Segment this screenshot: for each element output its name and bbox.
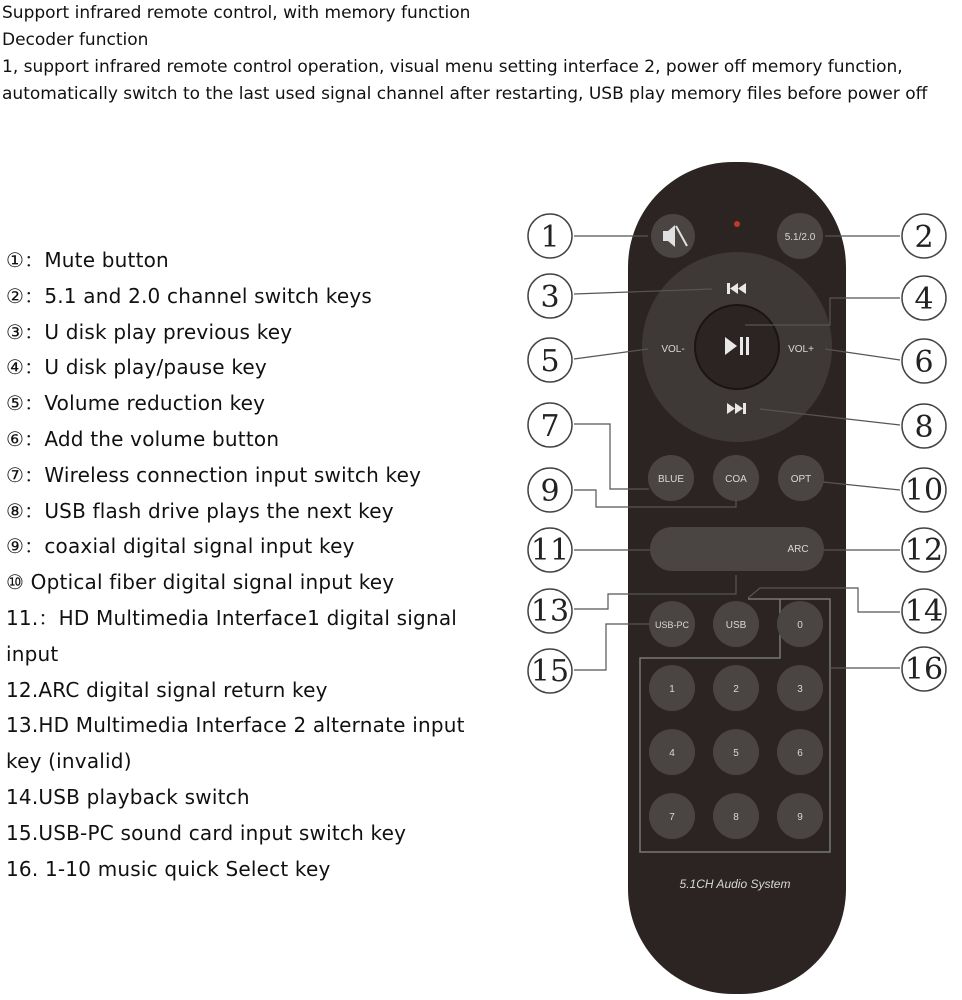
legend-item: ⑧：USB flash drive plays the next key xyxy=(6,498,394,523)
callout-11 xyxy=(528,528,572,572)
callout-4 xyxy=(902,276,946,320)
legend-item: 15.USB-PC sound card input switch key xyxy=(6,820,407,845)
opt-label: OPT xyxy=(790,474,812,485)
callout-number: 12 xyxy=(904,533,944,568)
legend-item: ④：U disk play/pause key xyxy=(6,355,267,380)
ir-indicator-led xyxy=(734,221,740,227)
callout-number: 7 xyxy=(540,409,560,444)
usb-label: USB xyxy=(725,620,747,631)
legend-item: ⑨：coaxial digital signal input key xyxy=(6,534,355,559)
volume-up-label: VOL+ xyxy=(788,344,814,355)
intro-line: automatically switch to the last used signal channel after restarting, USB play memory files before power off xyxy=(2,84,928,104)
legend-item: 13.HD Multimedia Interface 2 alternate input key (invalid) xyxy=(6,713,465,774)
legend-item: 11.：HD Multimedia Interface1 digital signal input xyxy=(6,605,458,666)
callout-13 xyxy=(528,589,572,633)
callout-6 xyxy=(902,339,946,383)
digit-label: 5 xyxy=(733,748,739,759)
callout-7 xyxy=(528,403,572,447)
digit-3-button[interactable] xyxy=(777,665,823,711)
legend-item: 12.ARC digital signal return key xyxy=(6,677,328,702)
digit-label: 7 xyxy=(669,812,675,823)
callout-8 xyxy=(902,404,946,448)
opt-button[interactable] xyxy=(778,455,824,501)
callout-number: 16 xyxy=(904,652,944,687)
blue-button[interactable] xyxy=(648,455,694,501)
usb-pc-label: USB-PC xyxy=(654,620,690,630)
callout-3 xyxy=(528,274,572,318)
callout-14 xyxy=(902,589,946,633)
callout-number: 5 xyxy=(540,344,560,379)
digit-label: 0 xyxy=(797,620,803,631)
digit-label: 8 xyxy=(733,812,739,823)
callout-number: 2 xyxy=(914,220,934,255)
legend-item: 16. 1-10 music quick Select key xyxy=(6,856,331,881)
digit-label: 9 xyxy=(797,812,803,823)
callout-number: 10 xyxy=(904,473,944,508)
legend-item: ①：Mute button xyxy=(6,248,169,272)
digit-label: 6 xyxy=(797,748,803,759)
digit-5-button[interactable] xyxy=(713,729,759,775)
callout-16 xyxy=(902,647,946,691)
callout-2 xyxy=(902,214,946,258)
intro-line: Support infrared remote control, with memory function xyxy=(2,3,471,23)
callout-12 xyxy=(902,528,946,572)
callout-9 xyxy=(528,468,572,512)
callout-10 xyxy=(902,468,946,512)
callout-number: 14 xyxy=(904,594,944,629)
legend-item: ③：U disk play previous key xyxy=(6,319,293,344)
digit-label: 4 xyxy=(669,748,675,759)
digit-label: 2 xyxy=(733,684,739,695)
callout-number: 8 xyxy=(914,410,934,445)
callout-number: 15 xyxy=(530,654,570,689)
callout-number: 1 xyxy=(540,220,560,255)
digit-label: 3 xyxy=(797,684,803,695)
digit-0-button[interactable] xyxy=(777,601,823,647)
legend-item: ⑤：Volume reduction key xyxy=(6,391,266,416)
digit-2-button[interactable] xyxy=(713,665,759,711)
callout-number: 6 xyxy=(914,345,934,380)
legend-item: ⑥：Add the volume button xyxy=(6,426,280,451)
legend-item: 14.USB playback switch xyxy=(6,784,250,809)
digit-7-button[interactable] xyxy=(649,793,695,839)
next-track-button[interactable] xyxy=(712,396,762,422)
brand-label: 5.1CH Audio System xyxy=(679,877,791,891)
callout-15 xyxy=(528,649,572,693)
blue-label: BLUE xyxy=(657,474,685,485)
callout-1 xyxy=(528,214,572,258)
mute-button[interactable] xyxy=(651,214,695,258)
digit-label: 1 xyxy=(669,684,675,695)
digit-9-button[interactable] xyxy=(777,793,823,839)
digit-4-button[interactable] xyxy=(649,729,695,775)
digit-8-button[interactable] xyxy=(713,793,759,839)
channel-switch-button[interactable] xyxy=(777,213,823,259)
arc-label: ARC xyxy=(787,544,809,555)
volume-down-label: VOL- xyxy=(661,344,685,355)
channel-switch-label: 5.1/2.0 xyxy=(784,232,816,243)
intro-line: Decoder function xyxy=(2,30,149,50)
usb-button[interactable] xyxy=(713,601,759,647)
callout-5 xyxy=(528,338,572,382)
callout-number: 3 xyxy=(540,280,560,315)
volume-up-button[interactable] xyxy=(788,344,814,355)
arc-button[interactable] xyxy=(650,527,824,571)
usb-pc-button[interactable] xyxy=(649,601,695,647)
digit-6-button[interactable] xyxy=(777,729,823,775)
digit-1-button[interactable] xyxy=(649,665,695,711)
callout-number: 13 xyxy=(530,594,570,629)
callout-number: 11 xyxy=(530,533,570,568)
callout-number: 9 xyxy=(540,474,560,509)
play-pause-button[interactable] xyxy=(695,305,779,389)
callout-number: 4 xyxy=(914,282,934,317)
coa-button[interactable] xyxy=(713,455,759,501)
volume-down-button[interactable] xyxy=(661,344,684,355)
previous-track-button[interactable] xyxy=(712,276,762,302)
legend-item: ⑦：Wireless connection input switch key xyxy=(6,462,422,487)
legend-item: ⑩ Optical fiber digital signal input key xyxy=(6,570,395,595)
coa-label: COA xyxy=(725,474,747,485)
intro-line: 1, support infrared remote control operation, visual menu setting interface 2, power off memory function, xyxy=(2,57,903,77)
legend-item: ②：5.1 and 2.0 channel switch keys xyxy=(6,283,372,308)
